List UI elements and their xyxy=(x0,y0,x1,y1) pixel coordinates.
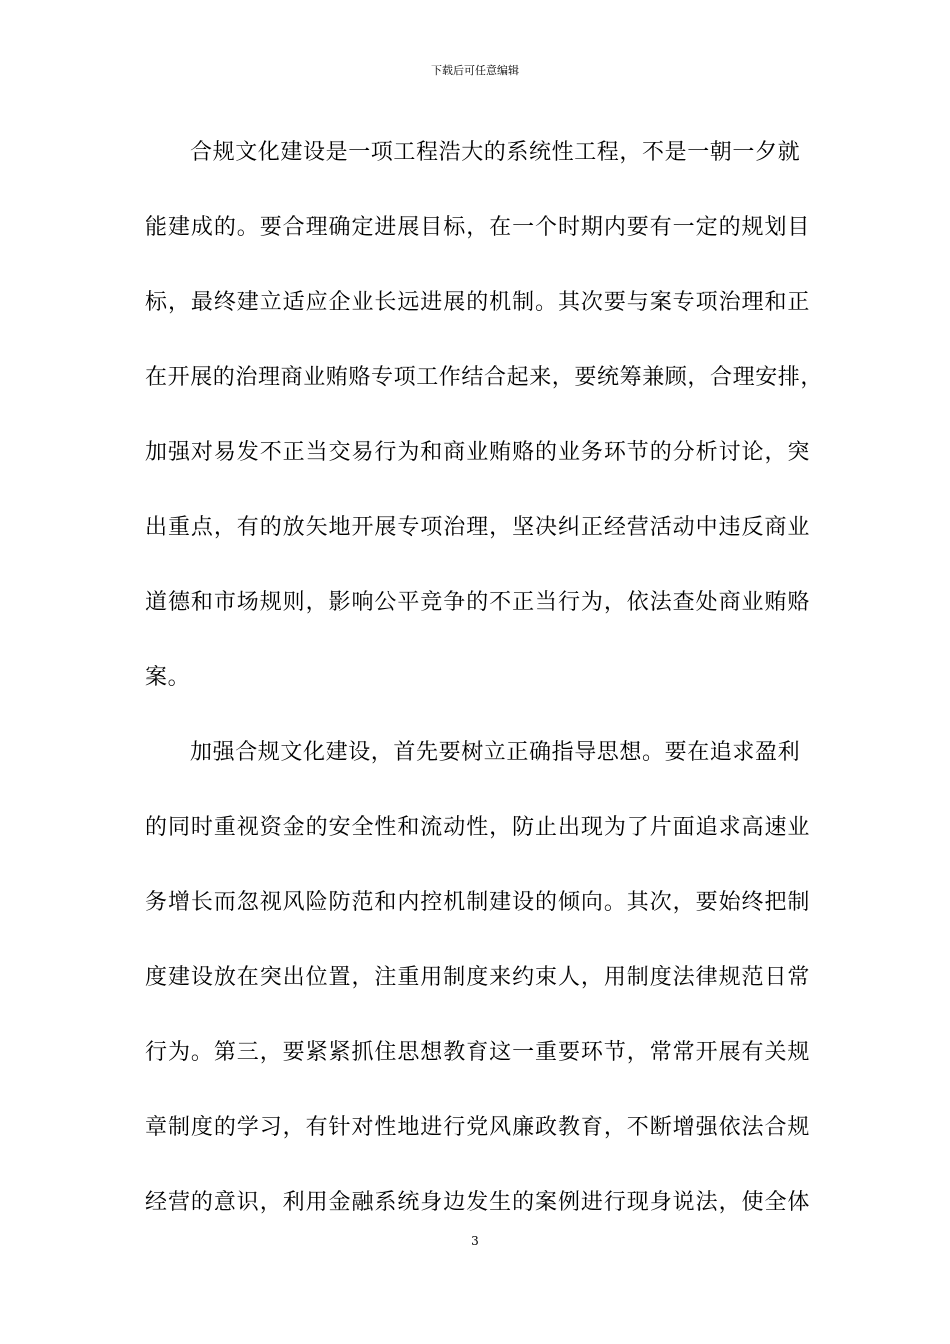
paragraph-1-line-8: 案。 xyxy=(145,665,191,690)
paragraph-2-line-1: 加强合规文化建设，首先要树立正确指导思想。要在追求盈利 xyxy=(190,740,801,765)
paragraph-2-line-5: 行为。第三，要紧紧抓住思想教育这一重要环节，常常开展有关规 xyxy=(145,1040,810,1065)
paragraph-1-line-5: 加强对易发不正当交易行为和商业贿赂的业务环节的分析讨论，突 xyxy=(145,440,810,465)
paragraph-2-line-4: 度建设放在突出位置，注重用制度来约束人，用制度法律规范日常 xyxy=(145,965,810,990)
page-number: 3 xyxy=(471,1234,479,1248)
paragraph-1-line-6: 出重点，有的放矢地开展专项治理，坚决纠正经营活动中违反商业 xyxy=(145,515,810,540)
page-header: 下载后可任意编辑 xyxy=(431,64,519,77)
paragraph-2-line-7: 经营的意识，利用金融系统身边发生的案例进行现身说法，使全体 xyxy=(145,1190,810,1215)
paragraph-2-line-3: 务增长而忽视风险防范和内控机制建设的倾向。其次，要始终把制 xyxy=(145,890,810,915)
document-body xyxy=(145,131,824,1256)
paragraph-1-line-1: 合规文化建设是一项工程浩大的系统性工程，不是一朝一夕就 xyxy=(190,140,801,165)
paragraph-1-line-2: 能建成的。要合理确定进展目标，在一个时期内要有一定的规划目 xyxy=(145,215,810,240)
paragraph-1-line-3: 标，最终建立适应企业长远进展的机制。其次要与案专项治理和正 xyxy=(145,290,810,315)
paragraph-1-line-7: 道德和市场规则，影响公平竞争的不正当行为，依法查处商业贿赂 xyxy=(145,590,810,615)
paragraph-2-line-6: 章制度的学习，有针对性地进行党风廉政教育，不断增强依法合规 xyxy=(145,1115,810,1140)
paragraph-2-line-2: 的同时重视资金的安全性和流动性，防止出现为了片面追求高速业 xyxy=(145,815,810,840)
paragraph-1-line-4: 在开展的治理商业贿赂专项工作结合起来，要统筹兼顾，合理安排， xyxy=(145,365,824,390)
